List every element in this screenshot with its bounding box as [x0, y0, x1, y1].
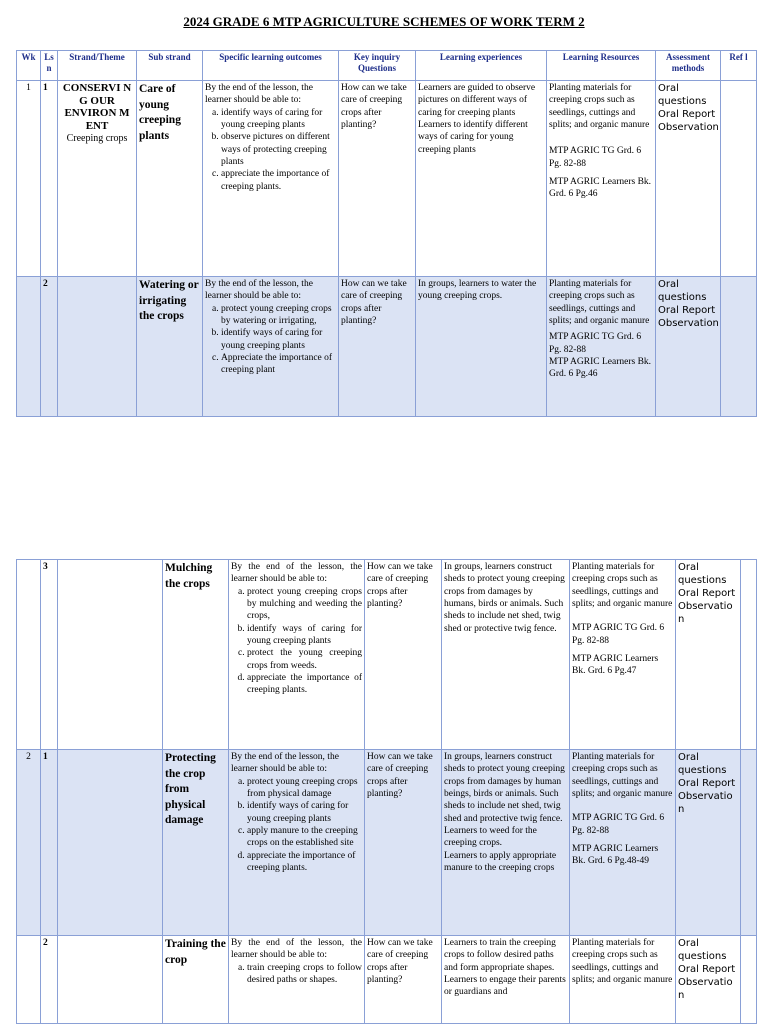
assessment-item: Oral Report: [658, 305, 716, 316]
outcome-item: d. appreciate the importance of creeping plants.: [247, 850, 362, 875]
question-cell: How can we take care of creeping crops after planting?: [365, 560, 442, 750]
outcomes-intro: By the end of the lesson, the learner should be able to:: [231, 752, 339, 775]
assessment-item: Oral Report: [658, 109, 716, 120]
header-reference: Ref l: [721, 51, 757, 81]
header-outcomes: Specific learning outcomes: [203, 51, 339, 81]
assessment-cell: [676, 936, 741, 1024]
reference-cell: [741, 936, 757, 1024]
experiences-cell: [416, 81, 547, 277]
schemes-table-page1: [16, 50, 757, 417]
experience-item: Learners to identify different ways of caring for young creeping plants: [418, 120, 528, 155]
outcome-item: a. protect young creeping crops by watering or irrigating,: [221, 303, 336, 328]
strand-title: CONSERVI N G OUR ENVIRON M ENT: [62, 82, 132, 132]
resource-item: Planting materials for creeping crops such as seedlings, cuttings and splits; and organic manure: [572, 938, 673, 986]
assessment-item: Oral questions: [658, 83, 707, 107]
outcome-item: c. appreciate the importance of creeping plants.: [221, 168, 336, 193]
table-row: [17, 750, 757, 936]
assessment-item: Observatio n: [678, 791, 733, 815]
outcomes-cell: [203, 81, 339, 277]
assessment-cell: [656, 81, 721, 277]
outcome-item: b. identify ways of caring for young creeping plants: [247, 623, 362, 648]
table-row: [17, 277, 757, 417]
substrand-cell: Mulching the crops: [163, 560, 229, 750]
substrand-cell: Care of young creeping plants: [137, 81, 203, 277]
outcomes-intro: By the end of the lesson, the learner should be able to:: [205, 279, 313, 302]
reference-cell: [721, 81, 757, 277]
outcomes-list: [231, 776, 362, 875]
resource-item: MTP AGRIC Learners Bk. Grd. 6 Pg.46: [549, 177, 652, 200]
outcome-item: b. identify ways of caring for young creeping plants: [247, 800, 362, 825]
outcome-item: a. protect young creeping crops by mulching and weeding the crops,: [247, 586, 362, 623]
outcome-item: c. protect the young creeping crops from weeds.: [247, 647, 362, 672]
outcomes-intro: By the end of the lesson, the learner should be able to:: [231, 938, 362, 961]
week-cell: 1: [17, 81, 41, 277]
outcomes-cell: [229, 750, 365, 936]
lesson-cell: 1: [41, 81, 58, 277]
assessment-cell: [656, 277, 721, 417]
resource-item: MTP AGRIC Learners Bk. Grd. 6 Pg.48-49: [572, 844, 659, 867]
experiences-cell: [442, 936, 570, 1024]
resource-item: MTP AGRIC TG Grd. 6 Pg. 82-88: [572, 623, 665, 646]
schemes-table-page2: [16, 559, 757, 1024]
reference-cell: [741, 750, 757, 936]
assessment-item: Oral Report: [678, 588, 736, 599]
resource-item: MTP AGRIC Learners Bk. Grd. 6 Pg.47: [572, 654, 659, 677]
assessment-item: Oral questions: [678, 752, 727, 776]
resources-cell: [570, 560, 676, 750]
header-substrand: Sub strand: [137, 51, 203, 81]
header-experiences: Learning experiences: [416, 51, 547, 81]
assessment-item: Oral questions: [658, 279, 707, 303]
substrand-cell: Training the crop: [163, 936, 229, 1024]
experiences-cell: [416, 277, 547, 417]
question-cell: How can we take care of creeping crops after planting?: [339, 277, 416, 417]
assessment-item: Observatio n: [678, 601, 733, 625]
substrand-cell: Watering or irrigating the crops: [137, 277, 203, 417]
header-questions: Key inquiry Questions: [339, 51, 416, 81]
experience-item: Learners to weed for the creeping crops.: [444, 826, 537, 849]
strand-subtitle: Creeping crops: [66, 132, 128, 144]
outcomes-list: [231, 962, 362, 987]
experiences-cell: [442, 560, 570, 750]
experience-item: Learners to apply appropriate manure to the creeping crops: [444, 850, 557, 874]
outcomes-list: [205, 107, 336, 193]
week-cell: [17, 277, 41, 417]
week-cell: [17, 560, 41, 750]
outcome-item: c. Appreciate the importance of creeping plant: [221, 352, 336, 377]
outcomes-intro: By the end of the lesson, the learner should be able to:: [231, 562, 362, 585]
assessment-cell: [676, 750, 741, 936]
resource-item: Planting materials for creeping crops such as seedlings, cuttings and splits; and organic manure: [549, 279, 650, 327]
outcomes-list: [231, 586, 362, 697]
strand-cell: [58, 277, 137, 417]
resource-item: Planting materials for creeping crops such as seedlings, cuttings and splits; and organic manure: [549, 83, 650, 131]
resource-item: Planting materials for creeping crops such as seedlings, cuttings and splits; and organic manure: [572, 752, 673, 800]
outcomes-cell: [229, 936, 365, 1024]
week-cell: 2: [17, 750, 41, 936]
experience-item: In groups, learners construct sheds to protect young creeping crops from damages by human beings, birds or animals. Such sheds to include net shed, twig shed and protective twig fence.: [444, 752, 565, 824]
assessment-item: Oral questions: [678, 562, 727, 586]
lesson-cell: 2: [41, 277, 58, 417]
question-cell: How can we take care of creeping crops after planting?: [365, 936, 442, 1024]
header-lesson: Ls n: [41, 51, 58, 81]
resource-item: MTP AGRIC TG Grd. 6 Pg. 82-88: [549, 146, 642, 169]
assessment-cell: [676, 560, 741, 750]
strand-cell: [58, 81, 137, 277]
question-cell: How can we take care of creeping crops after planting?: [339, 81, 416, 277]
outcome-item: a. train creeping crops to follow desired paths or shapes.: [247, 962, 362, 987]
table-row: [17, 560, 757, 750]
reference-cell: [721, 277, 757, 417]
experience-item: Learners are guided to observe pictures on different ways of caring for creeping plants: [418, 83, 536, 118]
outcomes-list: [205, 303, 336, 377]
outcome-item: a. protect young creeping crops from physical damage: [247, 776, 362, 801]
strand-cell: [58, 560, 163, 750]
header-wk: Wk: [17, 51, 41, 81]
lesson-cell: 3: [41, 560, 58, 750]
lesson-cell: 1: [41, 750, 58, 936]
resources-cell: [570, 936, 676, 1024]
table-row: [17, 81, 757, 277]
experience-item: Learners to train the creeping crops to follow desired paths and form appropriate shapes.: [444, 938, 556, 973]
week-cell: [17, 936, 41, 1024]
resource-item: MTP AGRIC TG Grd. 6 Pg. 82-88: [572, 813, 665, 836]
substrand-cell: Protecting the crop from physical damage: [163, 750, 229, 936]
experiences-cell: [442, 750, 570, 936]
outcome-item: c. apply manure to the creeping crops on the established site: [247, 825, 362, 850]
reference-cell: [741, 560, 757, 750]
document-title: 2024 GRADE 6 MTP AGRICULTURE SCHEMES OF WORK TERM 2: [183, 14, 585, 29]
outcome-item: b. identify ways of caring for young creeping plants: [221, 327, 336, 352]
assessment-item: Oral Report: [678, 778, 736, 789]
outcome-item: d. appreciate the importance of creeping plants.: [247, 672, 362, 697]
header-row: [17, 51, 757, 81]
strand-cell: [58, 936, 163, 1024]
assessment-item: Oral questions: [678, 938, 727, 962]
experience-item: Learners to engage their parents or guardians and: [444, 975, 566, 998]
resource-item: MTP AGRIC TG Grd. 6 Pg. 82-88: [549, 332, 642, 355]
experience-item: In groups, learners to water the young creeping crops.: [418, 279, 537, 302]
strand-cell: [58, 750, 163, 936]
lesson-cell: 2: [41, 936, 58, 1024]
assessment-item: Observation: [658, 318, 719, 329]
experience-item: In groups, learners construct sheds to protect young creeping crops from damages by humans, birds or animals. Such sheds to include net shed, twig shed or protective twig fence.: [444, 562, 565, 634]
resources-cell: [570, 750, 676, 936]
outcomes-cell: [229, 560, 365, 750]
assessment-item: Observation: [658, 122, 719, 133]
header-resources: Learning Resources: [547, 51, 656, 81]
question-cell: How can we take care of creeping crops after planting?: [365, 750, 442, 936]
resource-item: Planting materials for creeping crops such as seedlings, cuttings and splits; and organic manure: [572, 562, 673, 610]
header-assessment: Assessment methods: [656, 51, 721, 81]
outcome-item: a. identify ways of caring for young creeping plants: [221, 107, 336, 132]
header-strand: Strand/Theme: [58, 51, 137, 81]
resources-cell: [547, 81, 656, 277]
assessment-item: Oral Report: [678, 964, 736, 975]
resources-cell: [547, 277, 656, 417]
resource-item: MTP AGRIC Learners Bk. Grd. 6 Pg.46: [549, 357, 652, 380]
outcomes-cell: [203, 277, 339, 417]
outcomes-intro: By the end of the lesson, the learner should be able to:: [205, 83, 313, 106]
outcome-item: b. observe pictures on different ways of protecting creeping plants: [221, 131, 336, 168]
assessment-item: Observatio n: [678, 977, 733, 1001]
table-row: [17, 936, 757, 1024]
